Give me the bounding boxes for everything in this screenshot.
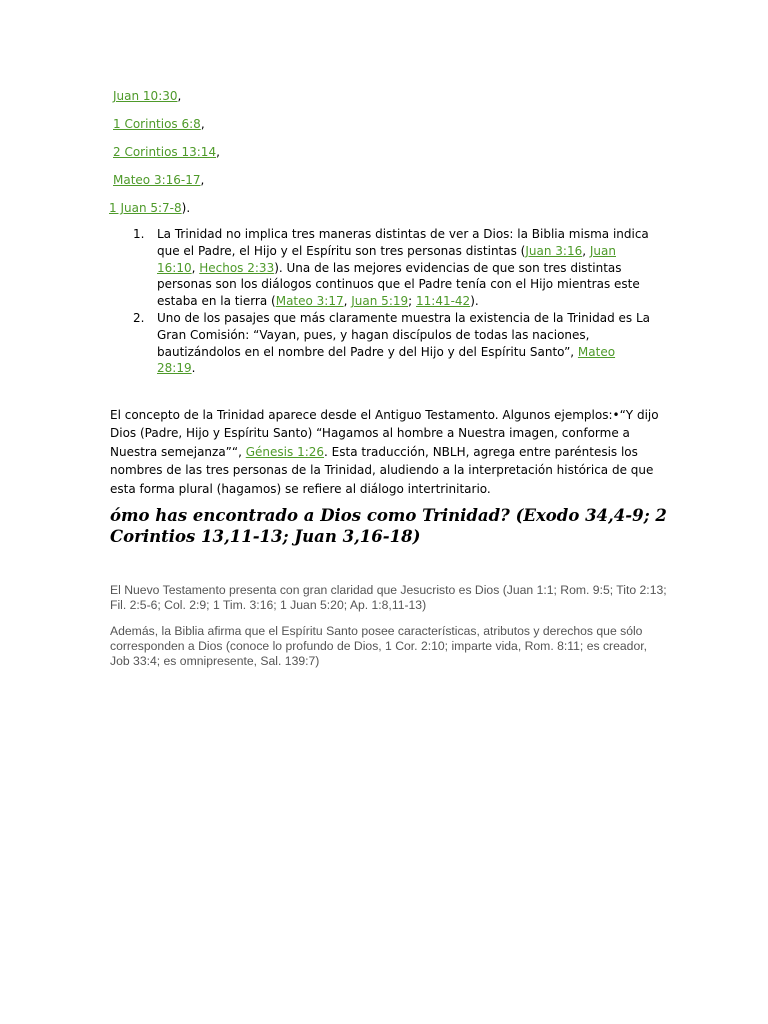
list-text: , <box>191 260 200 275</box>
paragraph-text: . Esta traducción, NBLH, agrega entre paréntesis los nombres de las tres personas de la Trinidad, aludiendo a la interpretación histórica de que esta forma plural (hagamos) se refiere al diálogo intertrinitario. <box>110 444 654 496</box>
holy-spirit-paragraph: Además, la Biblia afirma que el Espíritu Santo posee características, atributos y derechos que sólo corresponden a Dios (conoce lo profundo de Dios, 1 Cor. 2:10; imparte vida, Rom. 8:11; es creador, Job 33:4; es omnipresente, Sal. 139:7) <box>110 624 647 668</box>
reference-link-1-corintios-6-8[interactable]: 1 Corintios 6:8 <box>113 117 201 131</box>
reference-link-2-corintios-13-14[interactable]: 2 Corintios 13:14 <box>113 145 217 159</box>
list-item <box>133 226 653 310</box>
reference-line-4 <box>113 172 204 188</box>
reference-tail: , <box>216 145 220 159</box>
list-item <box>133 310 653 377</box>
reference-line-2 <box>113 116 205 132</box>
list-number: 2. <box>133 310 145 325</box>
link-juan-3-16[interactable]: Juan 3:16 <box>525 243 583 258</box>
link-mateo-28-19[interactable]: Mateo 28:19 <box>157 344 616 376</box>
list-text: . <box>191 361 196 376</box>
list-text: ). <box>470 294 479 309</box>
link-11-41-42[interactable]: 11:41-42 <box>416 294 471 309</box>
link-juan-5-19[interactable]: Juan 5:19 <box>351 294 409 309</box>
list-number: 1. <box>133 227 145 241</box>
list-text: La Trinidad no implica tres maneras distintas de ver a Dios: la Biblia misma indica que el Padre, el Hijo y el Espíritu son tres personas distintas ( <box>157 227 649 258</box>
reference-tail: , <box>177 89 182 103</box>
link-genesis-1-26[interactable]: Génesis 1:26 <box>245 444 325 459</box>
section-heading: ómo has encontrado a Dios como Trinidad? (Exodo 34,4-9; 2 Corintios 13,11-13; Juan 3,16-18) <box>110 506 667 546</box>
reference-line-3 <box>113 144 220 160</box>
list-text: , <box>582 243 590 258</box>
reference-link-1-juan-5-7-8[interactable]: 1 Juan 5:7-8 <box>109 201 182 215</box>
paragraph-text: El concepto de la Trinidad aparece desde el Antiguo Testamento. Algunos ejemplos:•“Y dijo Dios (Padre, Hijo y Espíritu Santo) “Hagamos al hombre a Nuestra imagen, conforme a Nuestra semejanza”“, <box>110 408 659 459</box>
reference-link-mateo-3-16-17[interactable]: Mateo 3:16-17 <box>113 173 201 187</box>
list-text: , <box>343 294 352 309</box>
list-text: Uno de los pasajes que más claramente muestra la existencia de la Trinidad es La Gran Comisión: “Vayan, pues, y hagan discípulos de todas las naciones, bautizándolos en el nombre del Padre y del Hijo y del Espíritu Santo”, <box>157 310 651 359</box>
trinity-paragraph <box>110 406 660 498</box>
list-text: ; <box>408 294 416 309</box>
reference-tail: , <box>200 173 205 187</box>
link-mateo-3-17[interactable]: Mateo 3:17 <box>275 294 344 309</box>
reference-line-1 <box>113 88 181 104</box>
reference-line-5 <box>109 200 190 216</box>
numbered-list <box>133 226 653 377</box>
reference-tail: ). <box>181 201 191 215</box>
link-hechos-2-33[interactable]: Hechos 2:33 <box>199 260 275 275</box>
list-text: ). Una de las mejores evidencias de que son tres distintas personas son los diálogos continuos que el Padre tenía con el Hijo mientras este estaba en la tierra ( <box>157 260 640 309</box>
reference-tail: , <box>200 117 205 131</box>
new-testament-paragraph: El Nuevo Testamento presenta con gran claridad que Jesucristo es Dios (Juan 1:1; Rom. 9:5; Tito 2:13; Fil. 2:5-6; Col. 2:9; 1 Tim. 3:16; 1 Juan 5:20; Ap. 1:8,11-13) <box>110 583 667 612</box>
reference-link-juan-10-30[interactable]: Juan 10:30 <box>113 89 178 103</box>
link-juan-16-10[interactable]: Juan 16:10 <box>157 243 616 275</box>
